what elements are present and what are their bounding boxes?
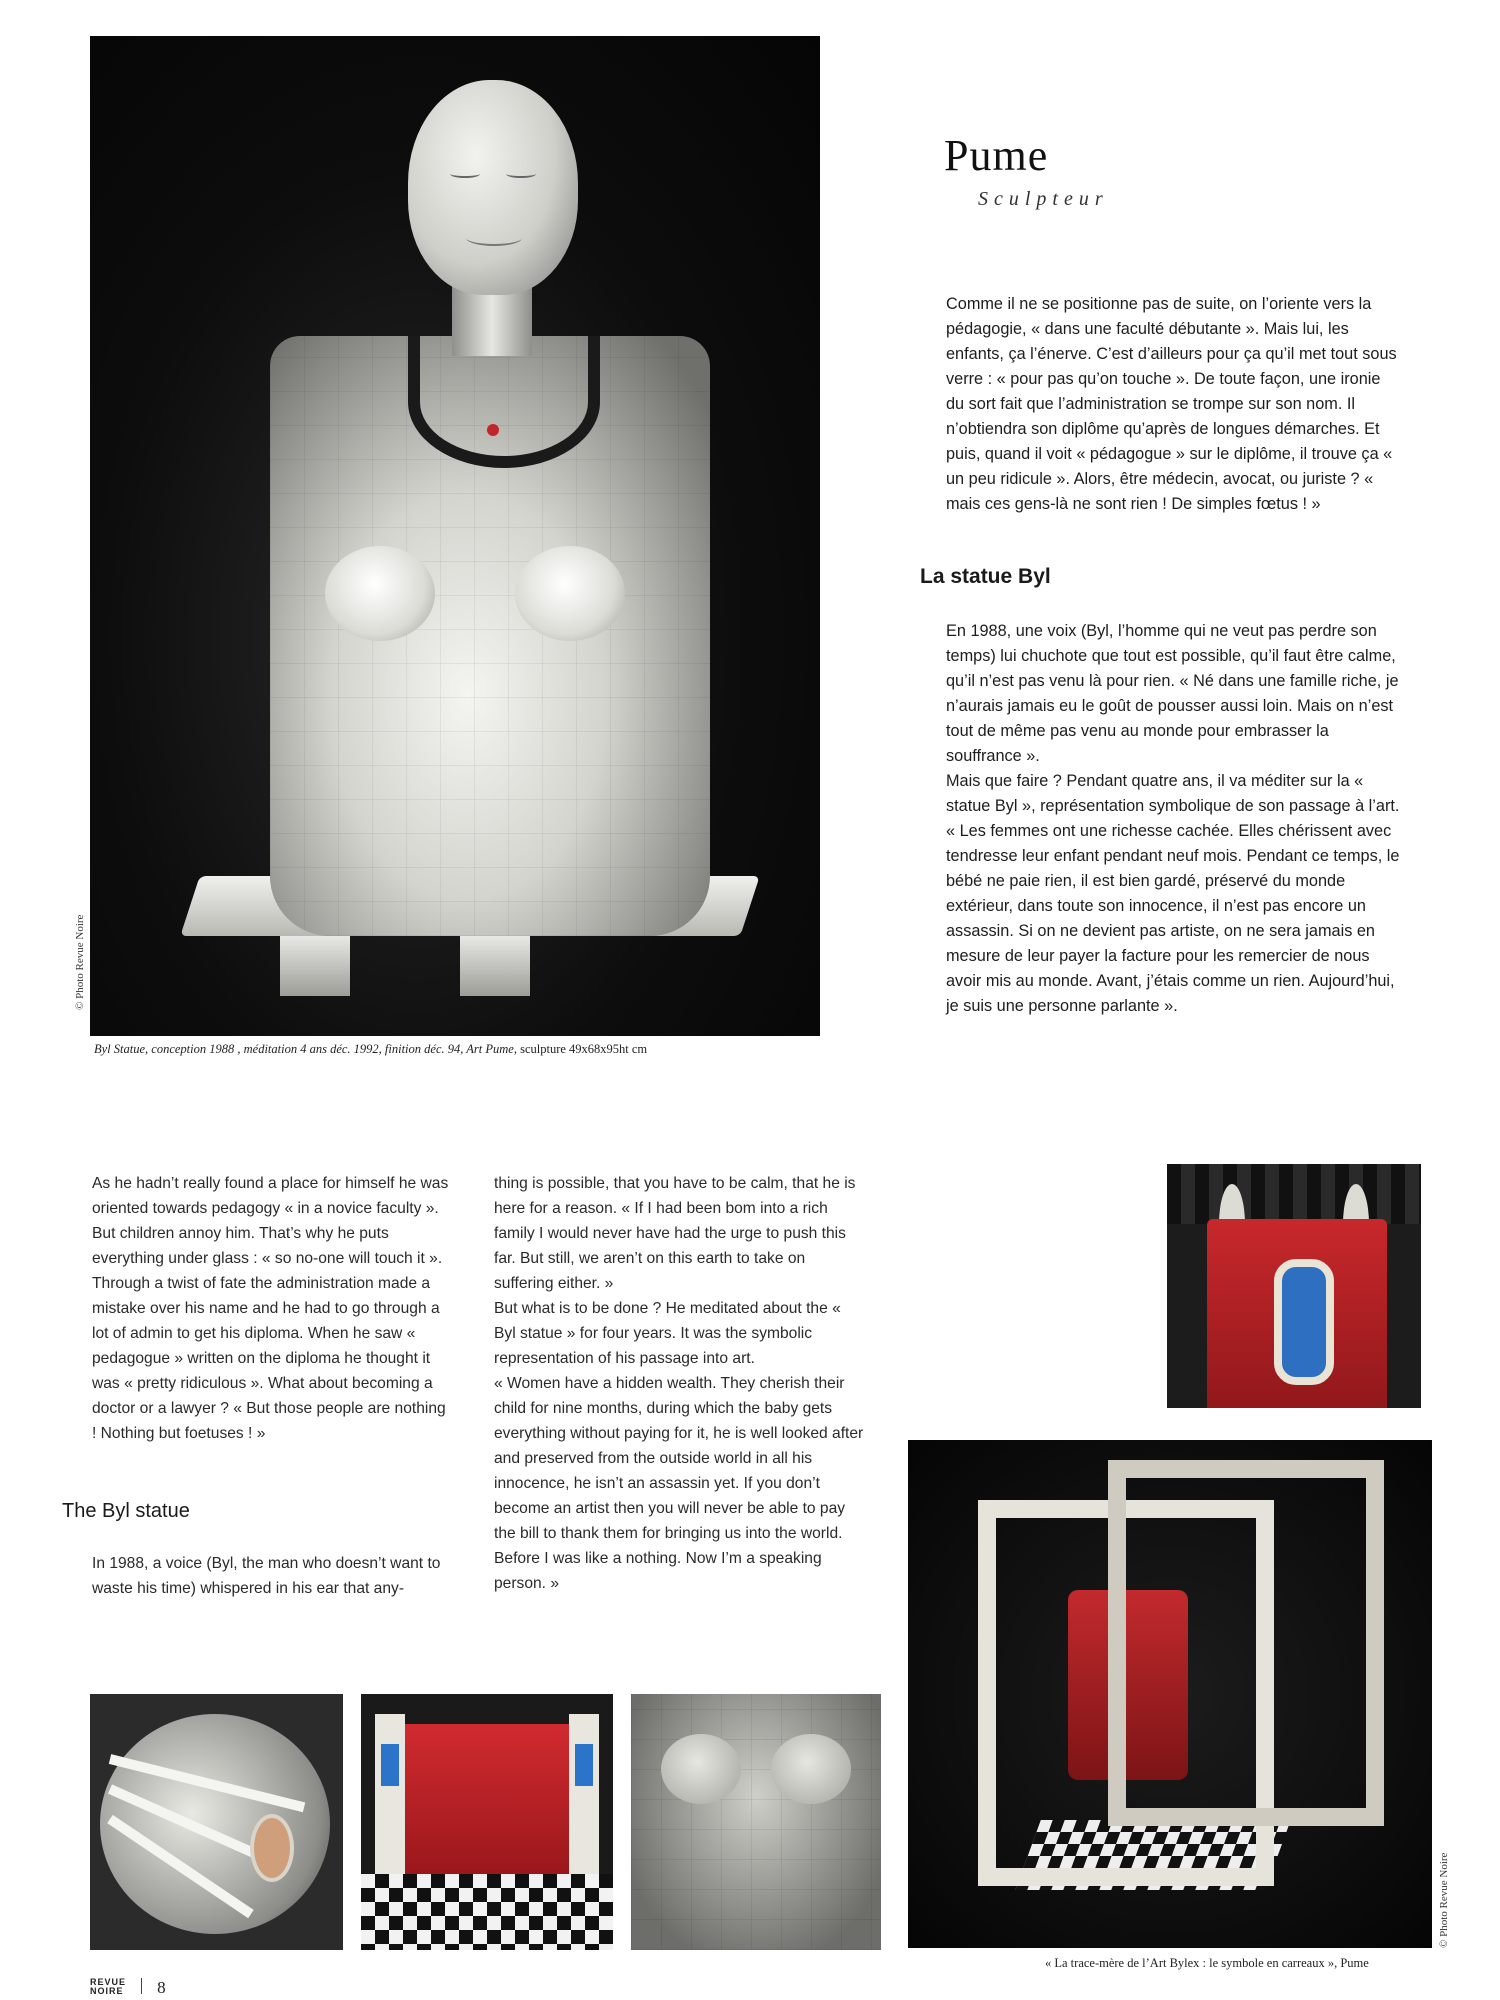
english-paragraph: thing is possible, that you have to be calm, that he is here for a reason. « If I had been bom into a rich family I would never have had the urge to push this far. But still, we aren’t on this earth to take on suffering either. » [494, 1175, 856, 1292]
caption-roman: sculpture 49x68x95ht cm [520, 1042, 648, 1056]
statue-head [408, 80, 578, 295]
chair-red-seat [401, 1724, 573, 1874]
french-section-body [946, 619, 1401, 1019]
page-footer [90, 1978, 166, 1998]
statue-collar [408, 336, 600, 468]
english-paragraph: But what is to be done ? He meditated about the « Byl statue » for four years. It was the symbolic representation of his passage into art. [494, 1300, 841, 1367]
statue-foot [280, 936, 350, 996]
french-paragraph: En 1988, une voix (Byl, l’homme qui ne veut pas perdre son temps) lui chuchote que tout est possible, qu’il faut être calme, qu’il n’est pas venu là pour rien. « Né dans une famille riche, je n’aurais jamais eu le goût de pousser aussi loin. Mais on n’est tout de même pas venu au monde pour embrasser la souffrance ». [946, 622, 1399, 765]
chair-arm [569, 1714, 599, 1884]
caption-italic: Byl Statue, conception 1988 , méditation 4 ans déc. 1992, finition déc. 94, Art Pume, [94, 1042, 517, 1056]
english-column-2 [494, 1171, 864, 1596]
page-number: 8 [157, 1978, 166, 1997]
footer-divider [141, 1978, 142, 1994]
chair-checker-floor [361, 1874, 613, 1950]
head-skull [100, 1714, 330, 1934]
english-paragraph: « Women have a hidden wealth. They cherish their child for nine months, during which the baby gets everything without paying for it, he is well looked after and preserved from the outside world in all his innocence, he isn’t an assassin yet. If you don’t become an artist then you will never be able to pay the bill to thank them for bringing us into the world. Before I was like a nothing. Now I’m a speaking person. » [494, 1375, 864, 1592]
english-column-1 [92, 1171, 452, 1446]
photo-credit-right: © Photo Revue Noire [1438, 1852, 1450, 1948]
head-ear [250, 1814, 294, 1882]
statue-photo [90, 36, 820, 1036]
cube-caption: « La trace-mère de l’Art Bylex : le symbole en carreaux », Pume [1045, 1956, 1369, 1970]
throne-backdrop [1167, 1164, 1421, 1224]
statue-foot [460, 936, 530, 996]
statue-breast [325, 546, 435, 641]
statue-smile [466, 230, 522, 246]
french-intro [946, 292, 1401, 517]
glass-cube-photo [908, 1440, 1432, 1948]
chair-arm [375, 1714, 405, 1884]
english-column-1-cont [92, 1551, 452, 1601]
page-title: Pume [944, 131, 1049, 180]
torso-breast [771, 1734, 851, 1804]
magazine-logo-line: NOIRE [90, 1986, 124, 1996]
throne-blue-oval [1274, 1259, 1334, 1385]
french-section-heading: La statue Byl [920, 565, 1051, 588]
chair-blue-panel [575, 1744, 593, 1786]
magazine-logo-line: REVUE [90, 1977, 127, 1987]
french-intro-paragraph: Comme il ne se positionne pas de suite, on l’oriente vers la pédagogie, « dans une faculté débutante ». Mais lui, les enfants, ça l’énerve. C’est d’ailleurs pour ça qu’il met tout sous verre : « pour pas qu’on touche ». De toute façon, une ironie du sort fait que l’administration se trompe sur son nom. Il n’obtiendra son diplôme qu’après de longues démarches. Et puis, quand il voit « pédagogue » sur le diplôme, il trouve ça « un peu ridicule ». Alors, être médecin, avocat, ou juriste ? « mais ces gens-là ne sont rien ! De simples fœtus ! » [946, 295, 1397, 513]
throne-detail-photo [1167, 1164, 1421, 1408]
french-paragraph: « Les femmes ont une richesse cachée. Elles chérissent avec tendresse leur enfant pendant neuf mois. Pendant ce temps, le bébé ne paie rien, il est bien gardé, préservé du monde extérieur, dans toute son innocence, il n’est pas encore un assassin. Si on ne devient pas artiste, on ne sera jamais en mesure de leur payer la facture pour les remercier de nous avoir mis au monde. Avant, j’étais comme un rien. Aujourd’hui, je suis une personne parlante ». [946, 822, 1400, 1015]
torso-detail-photo [631, 1694, 881, 1950]
photo-credit: © Photo Revue Noire [74, 914, 86, 1010]
statue-eye [450, 170, 480, 178]
statue-eye [506, 170, 536, 178]
cube-frame-back [1108, 1460, 1384, 1826]
statue-breast [515, 546, 625, 641]
chair-blue-panel [381, 1744, 399, 1786]
english-paragraph: As he hadn’t really found a place for himself he was oriented towards pedagogy « in a novice faculty ». But children annoy him. That’s why he puts everything under glass : « so no-one will touch it ». Through a twist of fate the administration made a mistake over his name and he had to go through a lot of admin to get his diploma. When he saw « pedagogue » written on the diploma he thought it was « pretty ridiculous ». What about becoming a doctor or a lawyer ? « But those people are nothing ! Nothing but foetuses ! » [92, 1175, 449, 1442]
statue-gem [487, 424, 499, 436]
chair-detail-photo [361, 1694, 613, 1950]
page-subtitle: Sculpteur [978, 188, 1109, 210]
english-section-heading: The Byl statue [62, 1500, 190, 1522]
french-paragraph: Mais que faire ? Pendant quatre ans, il va méditer sur la « statue Byl », représentation symbolique de son passage à l’art. [946, 772, 1400, 815]
statue-caption [94, 1042, 647, 1057]
head-detail-photo [90, 1694, 343, 1950]
english-paragraph: In 1988, a voice (Byl, the man who doesn’t want to waste his time) whispered in his ear that any- [92, 1555, 441, 1597]
torso-breast [661, 1734, 741, 1804]
magazine-logo [90, 1978, 126, 1996]
